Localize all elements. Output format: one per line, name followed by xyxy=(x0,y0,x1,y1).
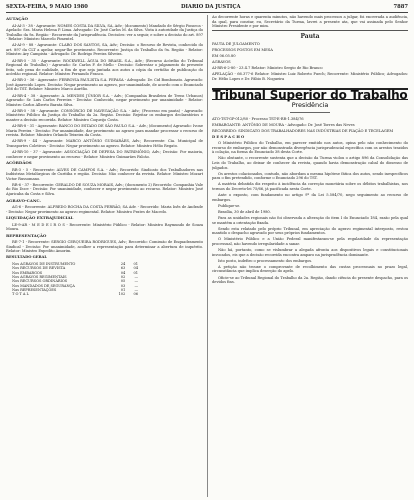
despacho-paragraph: RECORRIDO: SINDICATO DOS TRABALHADORES NAS INDÚSTRIAS DE FIAÇÃO E TECELAGEM xyxy=(212,128,394,133)
presidency-heading: Presidência xyxy=(291,101,329,110)
despacho-paragraph: Brasília, 30 de abril de 1980. xyxy=(218,209,271,214)
pauta-subtitle: PAUTA DE JULGAMENTO xyxy=(212,41,260,46)
results-value-a: 05 xyxy=(120,279,126,284)
results-value-b: 01 xyxy=(133,262,138,267)
presidency-rule xyxy=(290,112,330,113)
section-heading: AUTAÇÃO xyxy=(6,16,28,22)
left-column xyxy=(6,15,203,497)
results-value-a: 63 xyxy=(120,266,126,271)
results-label: Nos EMBARGOS xyxy=(12,270,43,275)
results-value-b: — xyxy=(134,283,138,288)
despacho-paragraph: Isto posto, indefiro o processamento dos embargos. xyxy=(218,258,313,263)
closing-paragraph: Ao decorrente horas e quarenta minutos, não havendo mais processos a julgar, foi encerrada a audiência, da qual, para constar, eu, Secretário da Turma, lavrei a presente ata, que vai assinada pelo Senhor Ministro Presidente e por mim. xyxy=(212,15,408,29)
results-value-a: 01 xyxy=(120,287,126,292)
case-entry: AI-RR-4 - 38 - Agravante: A. MENDES JÚNIOR S.A. - Adv.; (Companhia Brasileira de Trens Urbanos) Agravado: Sr. Luis Carlos Ferreira - Decisão: Conhecido, negar provimento por unanimidade - Relator: Ministro Carlos Alberto Barata Silva. xyxy=(6,93,203,107)
results-label: T O T A L xyxy=(12,292,29,297)
case-entry: AI-AI-3 - 38 - Agravante: NOMES COSTA DA SILVA, SA, Adv.; (documento) Mandado de Sérgio Fonseca - Apelado: Sra. Maria Helena P. Lima. Advogado: Dr. José Carlos M. da Silva. Vista à autoridade da Justiça do Trabalho da 9a. Região - Recorrente da Jurisprudência. Decisões: ver a seguir, e sobre a decisão do art. 897 - Relator: Ministro Marcelo Pimentel. xyxy=(6,23,203,42)
table-caption: RESULTADO GERAL xyxy=(6,255,47,260)
despacho-paragraph: EMBARGANTE: ANTÔNIO DE MOURA - Advogado: Dr. José Torres das Neves xyxy=(212,122,355,127)
section-rule xyxy=(212,30,408,31)
case-entry: AI-RR-5 - 58 - Agravante: CONSÓRCIO DE NAVEGAÇÃO S.A. - Adv.; (Processo em pauta) - Agravado: Ministério Público da Justiça do Trabalho da 2a. Região. Decisão: Rejeitar os embargos declaratórios e manter a decisão recorrida. Relator: Ministro Coqueijo Costa. xyxy=(6,108,203,122)
right-column xyxy=(212,15,408,497)
pauta-line: AGRAVOS xyxy=(212,60,231,65)
despacho-section xyxy=(212,117,408,285)
despacho-paragraph: A petição não trouxe o comprovante de recolhimento das custas processuais no prazo legal, circunstância que implica deserção do apelo. xyxy=(212,264,408,274)
header-journal: DIARIO DA JUSTIÇA xyxy=(181,4,241,10)
results-label: Nos RECURSOS ORDINÁRIOS xyxy=(12,279,68,284)
results-value-b: 01 xyxy=(133,270,138,275)
pauta-title: Pauta xyxy=(300,33,320,41)
despacho-paragraph: Ante o exposto, com fundamento no artigo 9º da Lei 5.584/70, nego seguimento ao recurso de embargos. xyxy=(212,193,408,202)
results-value-a: 102 xyxy=(118,292,126,297)
column-divider xyxy=(207,15,208,497)
results-row xyxy=(10,292,140,296)
results-value-a: 04 xyxy=(120,270,126,275)
pauta-line: EM 06.05.80 xyxy=(212,54,236,59)
results-value-a: 24 xyxy=(120,262,126,267)
section-heading: AGRAVO-CANC. xyxy=(6,197,41,203)
case-entry: AI-RR-3 - 36 - Agravante: FERROVIA PAULISTA S.A. FEPASA - Advogado: Dr. Cid Bombonato. Agravado: José Aparecido Lopes. Decisão: Negar provimento ao agravo, por unanimidade, de acordo com o Enunciado 266 do TST. Relator: Ministro Marco Aurélio. xyxy=(6,78,203,92)
header-date: SEXTA-FEIRA, 9 MAIO 1980 xyxy=(6,4,88,10)
results-label: Nas REPRESENTAÇÕES xyxy=(12,287,57,292)
case-entry: AI-AI-9 - 88 - Agravante: CLARO DOS SANTOS, SA, Adv.; Decisão: o Recurso de Revista, conhecido do art. 897 da CLT a apelar, negar-lhe provimento. Recorrente: Justiça do Trabalho da 9a. Região - Relator: Ministro Ary Campista - Advogado: Dr. Rodrigo Pereira Silveira. xyxy=(6,43,203,57)
results-value-b: 04 xyxy=(133,266,138,271)
case-entry: AI-RR-5 - 35 - Agravante: ROCKWELL ÁGUA DO BRASIL S.A., Adv.; (Recurso Acórdão do Tribunal Regional do Trabalho) - Agravado: Sr. Carlos F. de Mello - Decisão: Sobrestar o julgamento do presente feito, sob pena de nulidade, a fim de que seja juntada aos autos a cópia da certidão de publicação do acórdão regional. Relator: Ministro Fernando Franco. xyxy=(6,58,203,77)
results-table xyxy=(10,262,140,296)
results-value-b: — xyxy=(134,274,138,279)
despacho-caption: D E S P A C H O xyxy=(212,135,245,140)
header-page-number: 7887 xyxy=(393,4,408,10)
case-entry: RR-3 - 5 - Recorrente: ALVES DE CAMPOS S.A. - Adv.; Recorrido: Sindicato dos Trabalhadores nas Indústrias Metalúrgicas de Curitiba e região. Decisão: Não conhecer da revista. Relator: Ministro Mozart Victor Russomano. xyxy=(6,167,203,181)
results-value-a: 02 xyxy=(120,274,126,279)
case-entry: RE-7-1 - Recorrente: SERGIO CERQUEIRA RODRIGUES, Adv.; Recorrido: Comissão de Enquadramento Sindical - Decisão: Por unanimidade, acolher a representação para determinar a abertura de inquérito. Relator: Ministro Expedito Amorim. xyxy=(6,240,203,254)
despacho-paragraph: Não obstante, o recorrente sustenta que a decisão da Turma violou o artigo 896 da Consolidação das Leis do Trabalho, ao deixar de conhecer da revista, quando havia demonstração cabal do dissenso de julgados. xyxy=(212,156,408,170)
case-entry: AG-6 - Recorrente: ALFREDO ROCHA DA COSTA FERRÃO, SA Adv. - Recorrido: Maria Inês de Andrade - Decisão: Negar provimento ao agravo regimental. Relator: Ministro Prates de Macedo. xyxy=(6,204,203,214)
despacho-paragraph: Sendo esta relatado pelo próprio Tribunal, em apreciação do agravo regimental interposto, restou mantido o despacho agravado por seus próprios fundamentos. xyxy=(212,226,408,236)
court-title: Tribunal Superior do Trabalho xyxy=(212,87,408,102)
results-label: Nos RECURSOS DE REVISTA xyxy=(12,266,66,271)
despacho-paragraph: O Ministério Público do Trabalho, em parecer emitido nos autos, opina pelo não conhecimento do recurso de embargos, por não demonstrada divergência jurisprudencial específica com os arestos trazidos à colação, na forma do Enunciado 38 desta Corte. xyxy=(212,141,408,155)
results-label: Nos AGRAVOS DE INSTRUMENTO xyxy=(12,262,76,267)
results-value-a: 03 xyxy=(120,283,126,288)
case-entry: AI-RR-10 - 37 - Agravante: ASSOCIAÇÃO DE DEFESA DO PATRIMÔNIO, Adv.; Decisão: Por maioria, conhecer e negar provimento ao recurso - Relator: Ministro Guimarães Falcão. xyxy=(6,149,203,159)
case-entry: RR-6 - 37 - Recorrente: GERALDO DE SOUZA MORAIS, Adv.; (documento 2) Recorrido: Companhia Vale do Rio Doce - Decisão: Por unanimidade, conhecer e negar provimento ao recurso. Relator: Ministro José Ajuricaba da Costa e Silva. xyxy=(6,182,203,196)
case-entry: AI-RR-9 - 44 - Agravante: MARCO ANTÔNIO GUIMARÃES, Adv.; Recorrente: Cia. Municipal de Transportes Coletivos - Decisão: Negar provimento ao agravo. Relator: Ministro Hélio Regato. xyxy=(6,139,203,148)
despacho-paragraph: Os arestos colacionados, contudo, não abordam a mesma hipótese fática dos autos, sendo inespecíficos para o fim pretendido, conforme o Enunciado 296 do TST. xyxy=(212,171,408,181)
despacho-paragraph: O Ministério Público e a União Federal manifestaram-se pela regularidade da representação processual, não havendo irregularidade a sanar. xyxy=(212,237,408,246)
results-value-b: — xyxy=(134,287,138,292)
pauta-line: PROCESSOS POSTOS EM MESA xyxy=(212,47,273,52)
results-label: Nos MANDADOS DE SEGURANÇA xyxy=(12,283,75,288)
pauta-line: AI-RR-6-2-80 - 23.4.7 Relator: Ministro Sergio de Rio Branco xyxy=(212,66,323,71)
despacho-paragraph: ATO-TST-GP-012/80 - Processo TST-E-RR-1.384/76 xyxy=(212,116,304,121)
despacho-paragraph: Para as unidades regionais não foi observada a alteração do item I do Enunciado 184, razão pela qual se mantém a orientação fixada. xyxy=(212,216,408,225)
despacho-paragraph: Não há, portanto, como se vislumbrar a alegada afronta aos dispositivos legais e constitucionais invocados, eis que a decisão recorrida encontra amparo na jurisprudência dominante. xyxy=(212,248,408,257)
despacho-paragraph: Oficie-se ao Tribunal Regional do Trabalho da 2a. Região, dando ciência do presente despacho, para os devidos fins. xyxy=(212,275,408,285)
results-label: Nos AGRAVOS REGIMENTAIS xyxy=(12,274,67,279)
case-entry: LE-9-AR - M E D E I R O S - Recorrente: Ministério Público - Relator: Ministro Raymundo de Souza Moura. xyxy=(6,222,203,232)
section-heading: ACÓRDÃOS xyxy=(6,160,32,166)
pauta-line: APELAÇÃO - 66.377-6 Relator: Ministro Luiz Roberto Puech; Recorrente: Ministério Público; Advogados: Dr. Hélio Lopes e Dr. Fábio B. Nogueira xyxy=(212,72,408,82)
despacho-paragraph: Publique-se. xyxy=(218,203,241,208)
section-heading: REPRESENTAÇÃO xyxy=(6,233,47,239)
pauta-list xyxy=(212,48,408,82)
results-value-b: 06 xyxy=(133,292,138,297)
page-header xyxy=(6,2,408,13)
section-heading: LIQUIDAÇÃO EXTRAJUDICIAL xyxy=(6,215,74,221)
despacho-paragraph: A matéria debatida diz respeito à incidência da correção monetária sobre os débitos trabalhistas, nos termos do Decreto-lei 75/66, já pacificada nesta Corte. xyxy=(212,182,408,191)
results-value-b: — xyxy=(134,279,138,284)
case-entry: AI-RR-8 - 31 - Agravante: BANCO DO ESTADO DE SÃO PAULO S.A. - Adv.; (documento) Agravado: Ivone Maria Pereira - Decisão: Por unanimidade, dar provimento ao agravo para mandar processar o recurso de revista. Relator: Ministro Orlando Teixeira da Costa. xyxy=(6,124,203,138)
